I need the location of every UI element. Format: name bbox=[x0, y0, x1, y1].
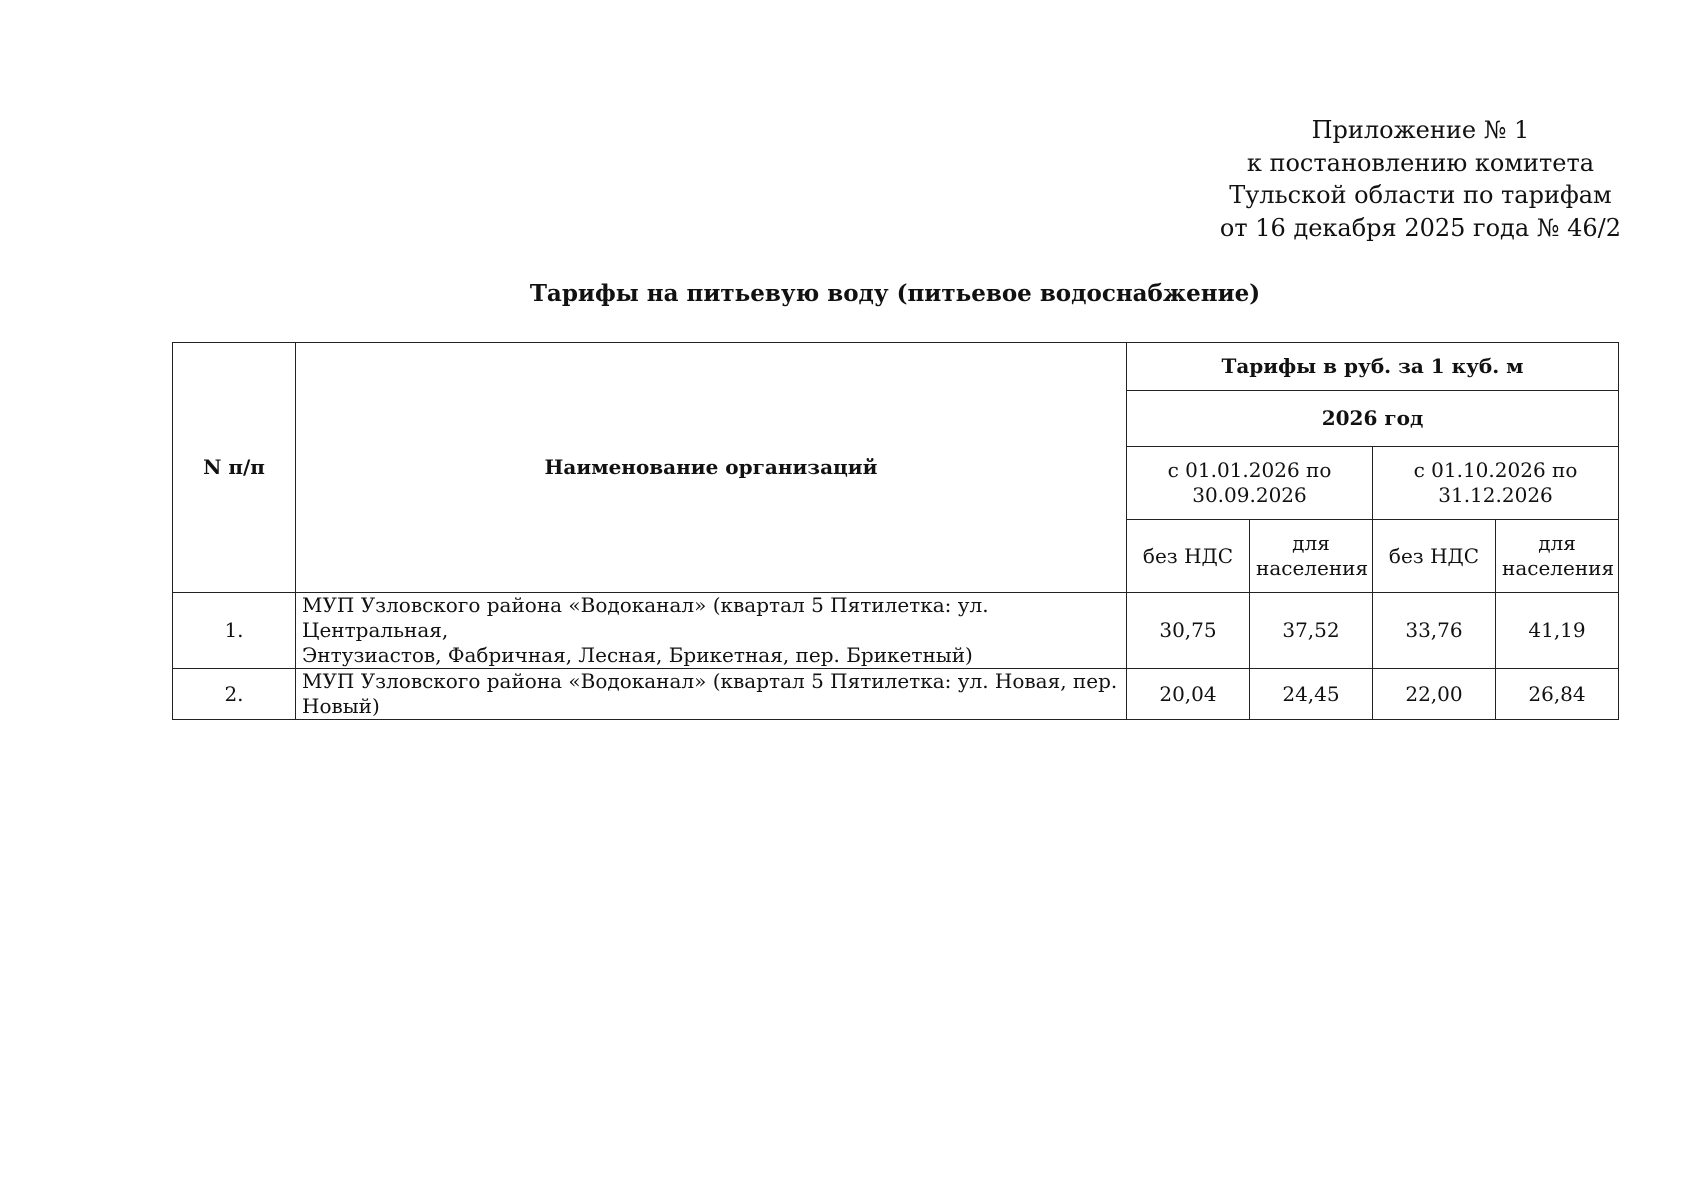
header-period-1-line-1: с 01.01.2026 по bbox=[1167, 458, 1332, 482]
header-period-2-line-1: с 01.10.2026 по bbox=[1413, 458, 1578, 482]
table-row bbox=[173, 593, 1619, 669]
header-p1-population bbox=[1250, 520, 1373, 593]
row-p2-population: 26,84 bbox=[1496, 669, 1619, 720]
row-p1-population: 37,52 bbox=[1250, 593, 1373, 669]
row-name-line-1: МУП Узловского района «Водоканал» (квартал 5 Пятилетка: ул. Центральная, bbox=[302, 593, 989, 642]
row-p2-population: 41,19 bbox=[1496, 593, 1619, 669]
header-p2-population bbox=[1496, 520, 1619, 593]
row-organization-name: МУП Узловского района «Водоканал» (квартал 5 Пятилетка: ул. Новая, пер. Новый) bbox=[296, 669, 1127, 720]
document-title: Тарифы на питьевую воду (питьевое водоснабжение) bbox=[529, 280, 1261, 307]
header-tariffs: Тарифы в руб. за 1 куб. м bbox=[1127, 343, 1619, 391]
header-year: 2026 год bbox=[1127, 391, 1619, 447]
row-p1-population: 24,45 bbox=[1250, 669, 1373, 720]
row-p1-no-vat: 20,04 bbox=[1127, 669, 1250, 720]
row-num: 1. bbox=[173, 593, 296, 669]
header-period-2 bbox=[1373, 447, 1619, 520]
table-row bbox=[173, 669, 1619, 720]
header-period-1-line-2: 30.09.2026 bbox=[1192, 483, 1307, 507]
table-header-row bbox=[173, 343, 1619, 391]
header-name: Наименование организаций bbox=[296, 343, 1127, 593]
row-p2-no-vat: 33,76 bbox=[1373, 593, 1496, 669]
row-organization-name bbox=[296, 593, 1127, 669]
row-name-line-2: Энтузиастов, Фабричная, Лесная, Брикетная, пер. Брикетный) bbox=[302, 643, 973, 667]
appendix-line-4: от 16 декабря 2025 года № 46/2 bbox=[1219, 213, 1621, 242]
row-p1-no-vat: 30,75 bbox=[1127, 593, 1250, 669]
header-population-line-1: для bbox=[1292, 531, 1330, 555]
appendix-line-3: Тульской области по тарифам bbox=[1229, 181, 1612, 209]
row-num: 2. bbox=[173, 669, 296, 720]
header-p1-no-vat: без НДС bbox=[1127, 520, 1250, 593]
appendix-header bbox=[1220, 114, 1621, 244]
appendix-line-1: Приложение № 1 bbox=[1311, 116, 1530, 144]
header-p2-no-vat: без НДС bbox=[1373, 520, 1496, 593]
header-period-2-line-2: 31.12.2026 bbox=[1438, 483, 1553, 507]
header-population-line-2: населения bbox=[1256, 556, 1369, 580]
header-period-1 bbox=[1127, 447, 1373, 520]
header-population-line-1: для bbox=[1538, 531, 1576, 555]
tariffs-table bbox=[172, 342, 1619, 720]
appendix-line-2: к постановлению комитета bbox=[1246, 148, 1595, 177]
row-p2-no-vat: 22,00 bbox=[1373, 669, 1496, 720]
header-num: N п/п bbox=[173, 343, 296, 593]
header-population-line-2: населения bbox=[1502, 556, 1615, 580]
